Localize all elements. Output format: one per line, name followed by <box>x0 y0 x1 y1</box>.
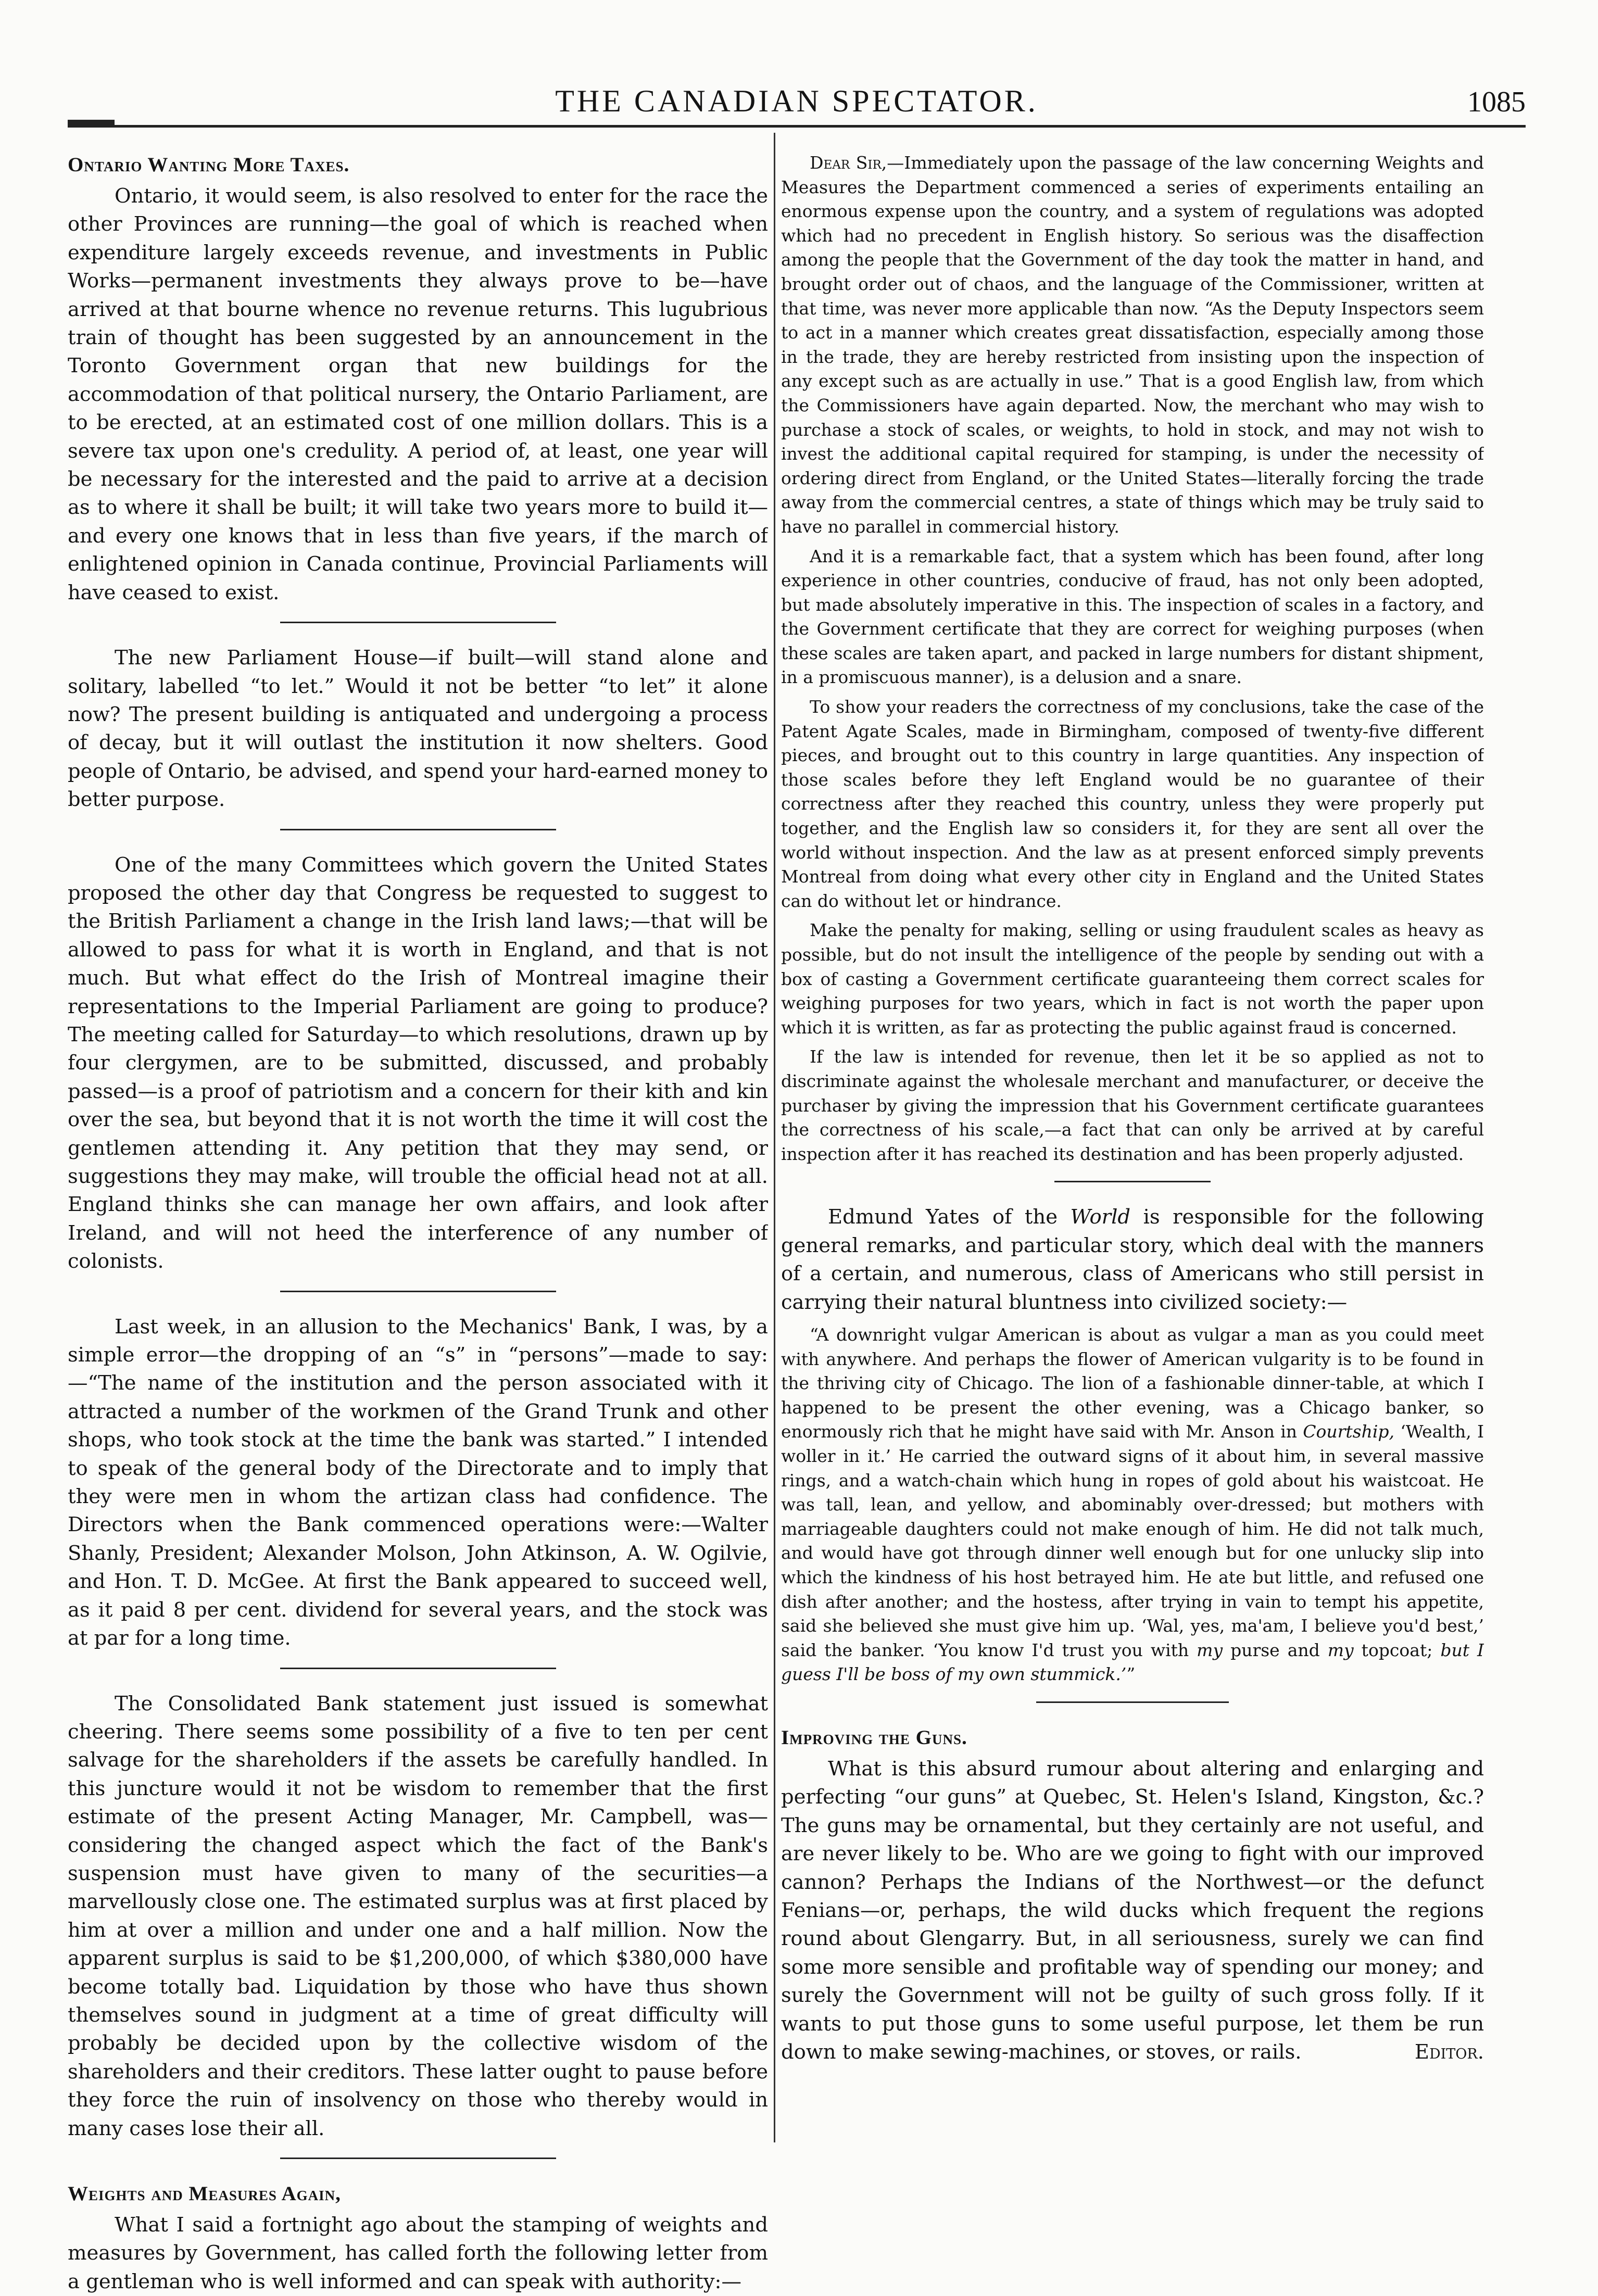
letter-paragraph-1-text: —Immediately upon the passage of the law concerning Weights and Measures the Department commenced a series of experiments entailing an enormous expense upon the country, and a system of regulations was adopted which had no precedent in English history. So serious was the disaffection among the people that the Government of the day took the matter in hand, and brought order out of chaos, and the language of the Commissioner, written at that time, was never more applicable than now. “As the Deputy Inspectors seem to act in a manner which creates great dissatisfaction, especially among those in the trade, they are hereby restricted from insisting upon the inspection of any except such as are actually in use.” That is a good English law, from which the Commissioners have again departed. Now, the merchant who may wish to purchase a stock of scales, or weights, to hold in stock, and may not wish to invest the additional capital required for stamping, is under the necessity of ordering direct from England, or the United States—literally forcing the trade away from the commercial centres, a state of things which may be truly said to have no parallel in commercial history. <box>781 153 1484 537</box>
article-heading-guns: Improving the Guns. <box>781 1726 967 1749</box>
article-paragraph-consolidated-bank: The Consolidated Bank statement just issued is somewhat cheering. There seems some possibility of a five to ten per cent salvage for the shareholders if the assets be carefully handled. In this juncture would it not be wisdom to remember that the first estimate of the present Acting Manager, Mr. Campbell, was—considering the changed aspect which the fact of the Bank's suspension must have given to many of the securities—a marvellously close one. The estimated surplus was at first placed by him at over a million and under one and a half million. Now the apparent surplus is said to be $1,200,000, of which $380,000 have become totally bad. Liquidation by those who have thus shown themselves sound in judgment at a time of great difficulty will probably be decided upon by the collective wisdom of the shareholders and their creditors. These latter ought to pause before they force the ruin of insolvency on those who thereby would in many cases lose their all. <box>68 1692 768 2140</box>
yates-quote-paragraph <box>781 1323 1484 1687</box>
section-separator <box>280 1291 556 1292</box>
header-rule-accent <box>68 120 115 125</box>
letter-salutation: Dear Sir, <box>810 153 887 173</box>
page-number: 1085 <box>1467 86 1526 118</box>
letter-paragraph-1 <box>781 151 1484 539</box>
section-separator <box>280 829 556 830</box>
article-paragraph-mechanics-bank: Last week, in an allusion to the Mechanics' Bank, I was, by a simple error—the dropping of an “s” in “persons”—made to say:—“The name of the institution and the person associated with it attracted a number of the workmen of the Grand Trunk and other shops, who took stock at the time the bank was started.” I intended to speak of the general body of the Directorate and to imply that they were men in whom the artizan class had confidence. The Directors when the Bank commenced operations were:—Walter Shanly, President; Alexander Molson, John Atkinson, A. W. Ogilvie, and Hon. T. D. McGee. At first the Bank appeared to succeed well, as it paid 8 per cent. dividend for several years, and the stock was at par for a long time. <box>68 1315 768 1650</box>
page-header <box>68 83 1526 120</box>
section-separator <box>1036 1701 1229 1703</box>
letter-paragraph-5: If the law is intended for revenue, then let it be so applied as not to discriminate against the wholesale merchant and manufacturer, or deceive the purchaser by giving the impression that his Government certificate guarantees the correctness of his scale,—a fact that can only be arrived at by careful inspection after it has reached its destination and has been properly adjusted. <box>781 1046 1484 1164</box>
quote-part-4: topcoat; <box>1353 1639 1441 1660</box>
section-separator <box>280 1668 556 1669</box>
courtship-title: Courtship, <box>1303 1421 1395 1442</box>
article-heading-weights: Weights and Measures Again, <box>68 2183 341 2205</box>
letter-paragraph-2: And it is a remarkable fact, that a system which has been found, after long experience in other countries, conducive of fraud, has not only been adopted, but made absolutely imperative in this. The inspection of scales in a factory, and the Government certificate that they are correct for weighing purposes (when these scales are taken apart, and packed in large numbers for distant shipment, in a promiscuous manner), is a delusion and a snare. <box>781 546 1484 688</box>
column-divider <box>774 133 775 2142</box>
article-paragraph-parliament-house: The new Parliament House—if built—will stand alone and solitary, labelled “to let.” Would it not be better “to let” it alone now? The present building is antiquated and undergoing a process of decay, but it will outlast the institution it now shelters. Good people of Ontario, be advised, and spend your hard-earned money to better purpose. <box>68 646 768 812</box>
quote-close-mark: ” <box>1126 1664 1136 1685</box>
quote-emphasis-my: my <box>1197 1639 1223 1660</box>
article-heading-ontario: Ontario Wanting More Taxes. <box>68 154 350 176</box>
letter-paragraph-4: Make the penalty for making, selling or using fraudulent scales as heavy as possible, but do not insult the intelligence of the people by sending out with a box of casting a Government certificate guaranteeing them correct scales for weighing purposes for two years, which in fact is not worth the paper upon which it is written, as far as protecting the public against fraud is concerned. <box>781 920 1484 1038</box>
quote-italic-ending: but I guess I'll be boss of my own stummick.’ <box>781 1639 1484 1685</box>
letter-paragraph-3: To show your readers the correctness of my conclusions, take the case of the Patent Agate Scales, made in Birmingham, composed of twenty-five different pieces, and brought out to this country in large quantities. Any inspection of those scales before they left England would be no guarantee of their correctness after they reached this country, unless they were properly put together, and the English law so considers it, for they are sent all over the world without inspection. And the law as at present enforced simply prevents Montreal from doing what every other city in England and the United States can do without let or hindrance. <box>781 697 1484 911</box>
quote-part-2: ‘Wealth, I woller in it.’ He carried the outward signs of it about him, in several massive rings, and a watch-chain which hung in ropes of gold about his waistcoat. He was tall, lean, and yellow, and abominably over-dressed; but mothers with marriageable daughters could not make enough of him. He did not talk much, and would have got through dinner well enough but for one unlucky slip into which the kindness of his host betrayed him. He ate but little, and refused one dish after another; and the hostess, after trying in vain to tempt his appetite, said she believed she must give him up. ‘Wal, yes, ma'am, I believe you'd best,’ said the banker. ‘You know I'd trust you with <box>781 1421 1484 1660</box>
article-paragraph-guns <box>781 1755 1484 2066</box>
quote-part-3: purse and <box>1223 1639 1328 1660</box>
yates-intro-paragraph <box>781 1203 1484 1317</box>
world-title: World <box>1070 1205 1131 1229</box>
section-separator <box>280 2158 556 2159</box>
quote-emphasis-my: my <box>1327 1639 1354 1660</box>
guns-text: What is this absurd rumour about altering and enlarging and perfecting “our guns” at Quebec, St. Helen's Island, Kingston, &c.? The guns may be ornamental, but they certainly are not useful, and are never likely to be. Who are we going to fight with our improved cannon? Perhaps the Indians of the Northwest—or the defunct Fenians—or, perhaps, the wild ducks which frequent the regions round about Glengarry. But, in all seriousness, surely we can find some more sensible and profitable way of spending our money; and surely the Government will not be guilty of such gross folly. If it wants to put those guns to some useful purpose, let them be run down to make sewing-machines, or stoves, or rails. <box>781 1757 1484 2064</box>
yates-intro-start: Edmund Yates of the <box>828 1205 1071 1229</box>
article-paragraph-ontario: Ontario, it would seem, is also resolved to enter for the race the other Provinces are running—the goal of which is reached when expenditure largely exceeds revenue, and investments in Public Works—permanent investments they always prove to be—have arrived at that bourne whence no revenue returns. This lugubrious train of thought has been suggested by an announcement in the Toronto Government organ that new buildings for the accommodation of that political nursery, the Ontario Parliament, are to be erected, at an estimated cost of one million dollars. This is a severe tax upon one's credulity. A period of, at least, one year will be necessary for the interested and the paid to arrive at a decision as to where it shall be built; it will take two years more to build it—and every one knows that in less than five years, if the march of enlightened opinion in Canada continue, Provincial Parliaments will have ceased to exist. <box>68 184 768 604</box>
section-separator <box>1054 1181 1211 1182</box>
yates-intro-end: is responsible for the following general remarks, and particular story, which deal with the manners of a certain, and numerous, class of Americans who still persist in carrying their natural bluntness into civilized society:— <box>781 1205 1484 1314</box>
article-paragraph-irish-land-laws: One of the many Committees which govern the United States proposed the other day that Congress be requested to suggest to the British Parliament a change in the Irish land laws;—that will be allowed to pass for what it is worth in England, and that is not much. But what effect do the Irish of Montreal imagine their representations to the Imperial Parliament are going to produce? The meeting called for Saturday—to which resolutions, drawn up by four clergymen, are to be submitted, discussed, and probably passed—is a proof of patriotism and a concern for their kith and kin over the sea, but beyond that it is not worth the time it will cost the gentlemen attending it. Any petition that they may send, or suggestions they may make, will trouble the official head not at all. England thinks she can manage her own affairs, and look after Ireland, and will not heed the interference of any number of colonists. <box>68 853 768 1273</box>
quote-part-1: “A downright vulgar American is about as vulgar a man as you could meet with anywhere. And perhaps the flower of American vulgarity is to be found in the thriving city of Chicago. The lion of a fashionable dinner-table, at which I happened to be present the other evening, was a Chicago banker, so enormously rich that he might have said with Mr. Anson in <box>781 1324 1484 1442</box>
left-column <box>68 151 768 2296</box>
right-column <box>781 151 1484 2066</box>
article-paragraph-weights-intro: What I said a fortnight ago about the stamping of weights and measures by Government, has called forth the following letter from a gentleman who is well informed and can speak with authority:— <box>68 2213 768 2293</box>
editor-signature: Editor. <box>1414 2040 1484 2064</box>
header-rule <box>68 125 1526 128</box>
masthead-title: THE CANADIAN SPECTATOR. <box>555 84 1038 118</box>
section-separator <box>280 622 556 623</box>
